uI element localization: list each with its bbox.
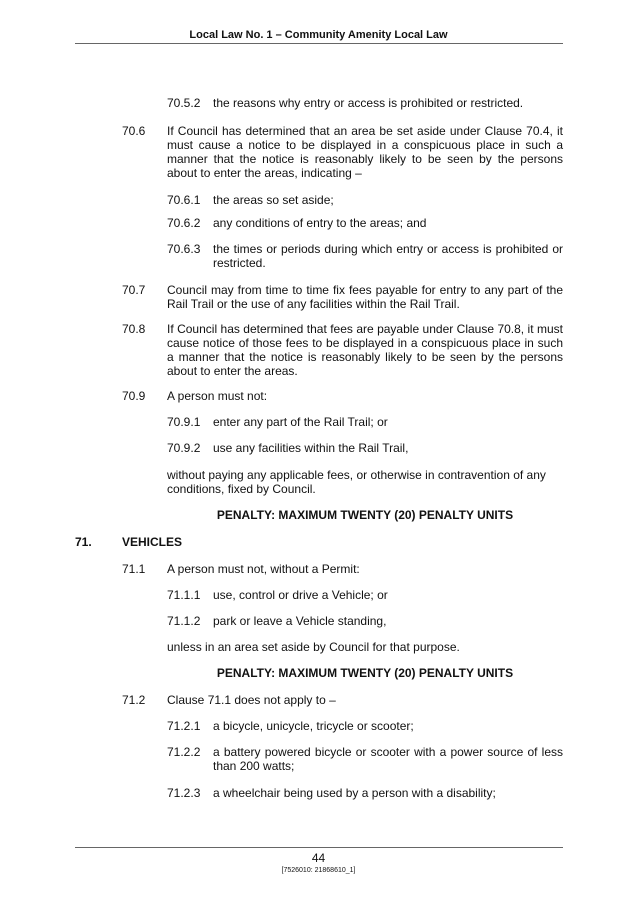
clause-number: 71.1 (122, 562, 146, 576)
header-divider (75, 43, 563, 44)
clause-number: 71.2.2 (167, 745, 201, 759)
clause-text: the areas so set aside; (213, 193, 334, 207)
clause-text: a bicycle, unicycle, tricycle or scooter; (213, 719, 414, 733)
footer-divider (75, 847, 563, 848)
clause-number: 70.8 (122, 322, 146, 336)
clause-number: 71.2 (122, 693, 146, 707)
clause-text: a battery powered bicycle or scooter with a power source of less than 200 watts; (213, 745, 563, 773)
document-reference: [7526010: 21868610_1] (281, 867, 356, 874)
clause-text: the times or periods during which entry or access is prohibited or restricted. (213, 242, 563, 270)
clause-text: a wheelchair being used by a person with a disability; (213, 786, 496, 800)
page-number: 44 (311, 851, 326, 865)
clause-number: 71.2.3 (167, 786, 201, 800)
clause-text: If Council has determined that fees are payable under Clause 70.8, it must cause notice of those fees to be displayed in a conspicuous place in such a manner that the notice is reasonably likely to be seen by the persons about to enter the areas. (167, 322, 563, 378)
clause-number: 70.6.3 (167, 242, 201, 256)
clause-number: 70.6.2 (167, 216, 201, 230)
page-header-title: Local Law No. 1 – Community Amenity Local Law (189, 29, 448, 41)
clause-text: any conditions of entry to the areas; and (213, 216, 427, 230)
clause-number: 70.6 (122, 124, 146, 138)
clause-text: If Council has determined that an area be set aside under Clause 70.4, it must cause a notice to be displayed in a conspicuous place in such a manner that the notice is reasonably likely to be seen by the persons about to enter the areas, indicating – (167, 124, 563, 180)
clause-number: 70.9.1 (167, 415, 201, 429)
clause-text: A person must not, without a Permit: (167, 562, 360, 576)
clause-text: the reasons why entry or access is prohibited or restricted. (213, 96, 524, 110)
section-number: 71. (75, 535, 92, 549)
clause-number: 70.9 (122, 389, 146, 403)
clause-text: A person must not: (167, 389, 268, 403)
clause-71-1-continuation: unless in an area set aside by Council for that purpose. (167, 640, 460, 654)
clause-number: 71.1.2 (167, 614, 201, 628)
clause-number: 70.9.2 (167, 441, 201, 455)
penalty-line: PENALTY: MAXIMUM TWENTY (20) PENALTY UNITS (216, 666, 514, 680)
penalty-line: PENALTY: MAXIMUM TWENTY (20) PENALTY UNITS (216, 508, 514, 522)
clause-text: enter any part of the Rail Trail; or (213, 415, 388, 429)
clause-70-9-continuation: without paying any applicable fees, or otherwise in contravention of any conditions, fixed by Council. (167, 468, 546, 496)
clause-text: use any facilities within the Rail Trail, (213, 441, 409, 455)
section-title: VEHICLES (122, 535, 183, 549)
clause-number: 70.6.1 (167, 193, 201, 207)
clause-number: 70.7 (122, 283, 146, 297)
clause-number: 71.2.1 (167, 719, 201, 733)
clause-text: Council may from time to time fix fees payable for entry to any part of the Rail Trail or the use of any facilities within the Rail Trail. (167, 283, 563, 311)
clause-number: 70.5.2 (167, 96, 201, 110)
clause-number: 71.1.1 (167, 588, 201, 602)
clause-text: Clause 71.1 does not apply to – (167, 693, 336, 707)
clause-text: park or leave a Vehicle standing, (213, 614, 387, 628)
clause-text: use, control or drive a Vehicle; or (213, 588, 388, 602)
